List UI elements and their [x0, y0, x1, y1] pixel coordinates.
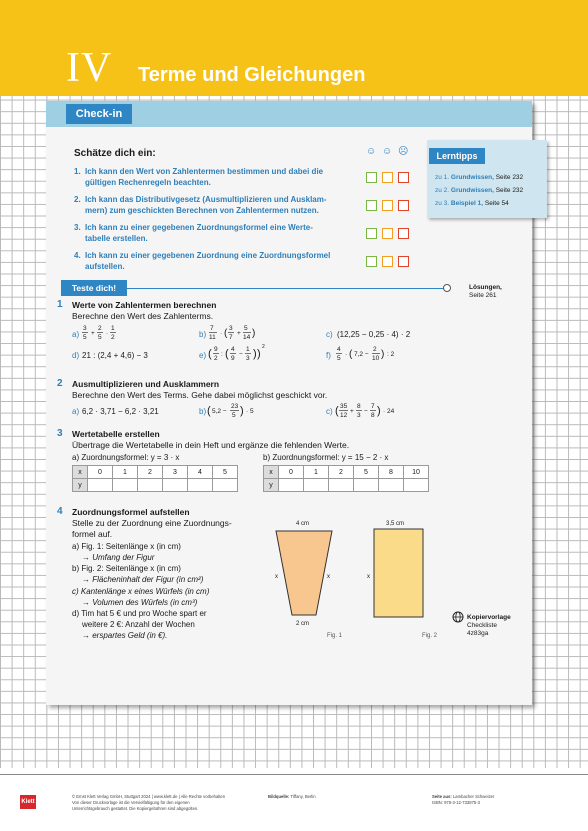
footer-copyright: Unterrichtsgebrauch gestattet. Die Kopiergebühren sind abgegolten.: [72, 806, 199, 811]
checkin-item-num: 4.: [74, 251, 81, 260]
svg-text:5: 5: [337, 355, 341, 362]
svg-text:2: 2: [214, 355, 218, 362]
rating-checkbox-medium[interactable]: [382, 228, 393, 239]
lerntipp-item: zu 3. Beispiel 1, Seite 54: [435, 200, 509, 207]
svg-text:3: 3: [229, 325, 233, 332]
table-cell-empty[interactable]: [213, 479, 238, 492]
table-cell: 4: [188, 466, 213, 479]
subtask-label: b): [199, 330, 207, 339]
table-cell-empty[interactable]: [188, 479, 213, 492]
svg-text:9: 9: [214, 346, 218, 353]
lerntipps-title: Lerntipps: [429, 148, 485, 164]
table-cell: 5: [213, 466, 238, 479]
solutions-label: Lösungen,: [469, 284, 502, 291]
svg-text:7: 7: [210, 325, 214, 332]
checkin-item-line: Ich kann das Distributivgesetz (Ausmultiplizieren und Ausklam-: [85, 195, 327, 204]
fig1-x-right: x: [327, 574, 330, 580]
task-line: a) Fig. 1: Seitenlänge x (in cm): [72, 542, 181, 551]
checkin-tab: Check-in: [66, 104, 132, 124]
table-cell-empty[interactable]: [379, 479, 404, 492]
svg-text:5,2 −: 5,2 −: [212, 408, 227, 415]
svg-text:5: 5: [83, 334, 87, 341]
self-assessment-title: Schätze dich ein:: [74, 148, 156, 159]
table-cell-empty[interactable]: [404, 479, 429, 492]
svg-text:(: (: [349, 349, 353, 360]
svg-text:5: 5: [98, 334, 102, 341]
fig2-x: x: [367, 574, 370, 580]
task-number: 3: [57, 428, 63, 439]
task-subtitle: Berechne den Wert des Zahlenterms.: [72, 311, 214, 321]
svg-text:): ): [252, 328, 256, 339]
value-table-a: [72, 465, 238, 492]
rating-checkbox-good[interactable]: [366, 172, 377, 183]
lerntipp-item: zu 2. Grundwissen, Seite 232: [435, 187, 524, 194]
svg-text:: 2: : 2: [387, 351, 395, 358]
fig2-caption: Fig. 2: [422, 633, 438, 639]
svg-text:(: (: [225, 348, 229, 360]
task-line: d) Tim hat 5 € und pro Woche spart er: [72, 609, 207, 618]
checkin-item-line: Ich kann zu einer gegebenen Zuordnungsformel eine Werte-: [85, 223, 313, 232]
svg-text:+: +: [350, 408, 354, 415]
rating-checkbox-good[interactable]: [366, 256, 377, 267]
table-cell-empty[interactable]: [113, 479, 138, 492]
subtask-label: d): [72, 351, 80, 360]
rating-checkbox-bad[interactable]: [398, 256, 409, 267]
svg-text:5: 5: [244, 325, 248, 332]
task-title: Zuordnungsformel aufstellen: [72, 507, 190, 517]
formula-b: b) Zuordnungsformel: y = 15 − 2 · x: [263, 453, 389, 462]
table-cell-empty[interactable]: [329, 479, 354, 492]
rating-checkbox-medium[interactable]: [382, 256, 393, 267]
svg-text:(: (: [207, 405, 211, 417]
svg-text:7,2 −: 7,2 −: [354, 351, 369, 358]
checkin-item-line: Ich kann den Wert von Zahlentermen bestimmen und dabei die: [85, 167, 324, 176]
sad-smiley-icon: ☹: [398, 146, 409, 157]
svg-text:): ): [257, 348, 261, 360]
svg-text:): ): [240, 405, 244, 417]
checkin-item-line: tabelle erstellen.: [85, 234, 148, 243]
table-header-y: y: [73, 479, 88, 492]
svg-text:·: ·: [345, 351, 348, 358]
svg-text:· 5: · 5: [246, 408, 254, 415]
solutions-arrow-icon: [443, 284, 451, 292]
table-cell: 1: [113, 466, 138, 479]
svg-text:·: ·: [220, 330, 223, 337]
solutions-page: Seite 261: [469, 292, 497, 299]
table-cell: 0: [88, 466, 113, 479]
table-cell-empty[interactable]: [279, 479, 304, 492]
svg-text:10: 10: [372, 355, 380, 362]
svg-text:2: 2: [98, 325, 102, 332]
globe-icon: [452, 611, 464, 623]
checkin-item-num: 3.: [74, 223, 81, 232]
happy-smiley-icon: ☺: [366, 146, 377, 157]
table-cell: 3: [163, 466, 188, 479]
expression-2a: 6,2 · 3,71 − 6,2 · 3,21: [82, 407, 159, 416]
table-cell: 2: [138, 466, 163, 479]
task-line: formel auf.: [72, 529, 113, 539]
expression-1a: [81, 322, 141, 344]
svg-text:1: 1: [111, 325, 115, 332]
expression-1c: (12,25 − 0,25 · 4) · 2: [337, 330, 411, 339]
task-line: → Volumen des Würfels (in cm³): [82, 598, 198, 607]
fig2-top-label: 3,5 cm: [386, 521, 405, 527]
task-line: → erspartes Geld (in €).: [82, 631, 168, 640]
lerntipp-item: zu 1. Grundwissen, Seite 232: [435, 174, 524, 181]
task-line: → Flächeninhalt der Figur (in cm²): [82, 575, 204, 584]
svg-text:1: 1: [246, 346, 250, 353]
expression-1e: [208, 341, 270, 365]
fig1-caption: Fig. 1: [327, 633, 343, 639]
svg-text:3: 3: [83, 325, 87, 332]
checkin-item-num: 1.: [74, 167, 81, 176]
table-cell-empty[interactable]: [163, 479, 188, 492]
rating-checkbox-good[interactable]: [366, 200, 377, 211]
formula-a: a) Zuordnungsformel: y = 3 · x: [72, 453, 180, 462]
expression-2c: [335, 398, 415, 422]
svg-text:2: 2: [262, 344, 265, 350]
footer-source: Seite aus: Lambacher Schweizer: [432, 794, 495, 799]
svg-text:23: 23: [231, 403, 239, 410]
table-cell: 8: [379, 466, 404, 479]
svg-text:7: 7: [229, 334, 233, 341]
table-cell: 5: [354, 466, 379, 479]
svg-text:35: 35: [340, 403, 348, 410]
subtask-label: c): [326, 407, 333, 416]
svg-text:· 24: · 24: [383, 408, 395, 415]
svg-text:·: ·: [106, 330, 109, 337]
svg-text:): ): [377, 405, 381, 417]
chapter-title: Terme und Gleichungen: [138, 64, 366, 86]
task-line: weitere 2 €: Anzahl der Wochen: [82, 620, 195, 629]
table-cell-empty[interactable]: [354, 479, 379, 492]
svg-text:2: 2: [111, 334, 115, 341]
svg-text:+: +: [91, 330, 95, 337]
table-cell: 1: [304, 466, 329, 479]
subtask-label: f): [326, 351, 331, 360]
table-header-x: x: [264, 466, 279, 479]
footer-image-source: Bildquelle: Tiffany, Berlin: [268, 794, 316, 799]
svg-text:11: 11: [209, 334, 216, 341]
fig1-top-label: 4 cm: [296, 521, 310, 527]
table-cell: 0: [279, 466, 304, 479]
svg-text:12: 12: [340, 412, 348, 419]
rating-checkbox-medium[interactable]: [382, 172, 393, 183]
task-line: → Umfang der Figur: [82, 553, 155, 562]
checkin-item-line: mern) zum geschickten Berechnen von Zahlentermen nutzen.: [85, 206, 319, 215]
table-cell-empty[interactable]: [88, 479, 113, 492]
task-title: Wertetabelle erstellen: [72, 429, 160, 439]
kopiervorlage-code: 4z83ga: [467, 630, 489, 637]
rating-checkbox-bad[interactable]: [398, 228, 409, 239]
kopiervorlage-link[interactable]: Kopiervorlage: [467, 614, 511, 621]
table-cell-empty[interactable]: [304, 479, 329, 492]
task-number: 2: [57, 378, 63, 389]
svg-text:3: 3: [357, 412, 361, 419]
checkin-item-num: 2.: [74, 195, 81, 204]
rating-checkbox-bad[interactable]: [398, 172, 409, 183]
fig1-bottom-label: 2 cm: [296, 621, 310, 627]
task-number: 4: [57, 506, 63, 517]
footer-copyright: © Ernst Klett Verlag GmbH, Stuttgart 2024 | www.klett.de | Alle Rechte vorbehalten: [72, 794, 226, 799]
task-line: b) Fig. 2: Seitenlänge x (in cm): [72, 564, 181, 573]
checkin-item-line: Ich kann zu einer gegebenen Zuordnung eine Zuordnungsformel: [85, 251, 331, 260]
svg-text:−: −: [364, 408, 368, 415]
task-line: c) Kantenlänge x eines Würfels (in cm): [72, 587, 210, 596]
svg-text:7: 7: [371, 403, 375, 410]
svg-text:): ): [253, 348, 257, 360]
task-subtitle: Berechne den Wert des Terms. Gehe dabei möglichst geschickt vor.: [72, 390, 328, 400]
subtask-label: e): [199, 351, 207, 360]
svg-text:8: 8: [371, 412, 375, 419]
expression-1f: [335, 343, 405, 365]
table-cell: 2: [329, 466, 354, 479]
table-header-y: y: [264, 479, 279, 492]
subtask-label: a): [72, 407, 80, 416]
svg-text:(: (: [224, 328, 228, 339]
expression-1d: 21 : (2,4 + 4,6) − 3: [82, 351, 148, 360]
svg-text::: :: [221, 351, 223, 358]
svg-text:14: 14: [243, 334, 251, 341]
svg-text:2: 2: [373, 346, 377, 353]
table-header-x: x: [73, 466, 88, 479]
rating-checkbox-medium[interactable]: [382, 200, 393, 211]
svg-text:9: 9: [231, 355, 235, 362]
svg-text:8: 8: [357, 403, 361, 410]
value-table-b: [263, 465, 429, 492]
task-line: Stelle zu der Zuordnung eine Zuordnungs-: [72, 518, 232, 528]
svg-text:−: −: [239, 351, 243, 358]
svg-text:(: (: [208, 348, 212, 360]
klett-logo: Klett: [20, 795, 36, 809]
svg-text:4: 4: [231, 346, 235, 353]
footer-divider: [0, 774, 588, 775]
svg-text:5: 5: [232, 412, 236, 419]
chapter-number: IV: [66, 45, 113, 91]
task-title: Werte von Zahlentermen berechnen: [72, 300, 217, 310]
expression-2b: [207, 398, 267, 422]
task-title: Ausmultiplizieren und Ausklammern: [72, 379, 220, 389]
checkin-item-line: gültigen Rechenregeln beachten.: [85, 178, 211, 187]
teste-dich-tab: Teste dich!: [61, 280, 127, 296]
kopiervorlage-name: Checkliste: [467, 622, 497, 629]
checkin-item-line: aufstellen.: [85, 262, 125, 271]
rating-checkbox-bad[interactable]: [398, 200, 409, 211]
neutral-smiley-icon: ☺: [382, 146, 393, 157]
svg-text:3: 3: [246, 355, 250, 362]
svg-text:+: +: [237, 330, 241, 337]
figure-2-rectangle: [372, 527, 426, 621]
svg-text:): ): [381, 349, 385, 360]
task-subtitle: Übertrage die Wertetabelle in dein Heft und ergänze die fehlenden Werte.: [72, 440, 350, 450]
table-cell-empty[interactable]: [138, 479, 163, 492]
footer-copyright: Von dieser Druckvorlage ist die Vervielfältigung für den eigenen: [72, 800, 190, 805]
rating-checkbox-good[interactable]: [366, 228, 377, 239]
task-number: 1: [57, 299, 63, 310]
subtask-label: b): [199, 407, 207, 416]
subtask-label: c): [326, 330, 333, 339]
footer-isbn: ISBN: 978-3-12-733875-3: [432, 800, 480, 805]
fig1-x-left: x: [275, 574, 278, 580]
table-cell: 10: [404, 466, 429, 479]
subtask-label: a): [72, 330, 80, 339]
svg-text:4: 4: [337, 346, 341, 353]
svg-text:(: (: [335, 405, 339, 417]
